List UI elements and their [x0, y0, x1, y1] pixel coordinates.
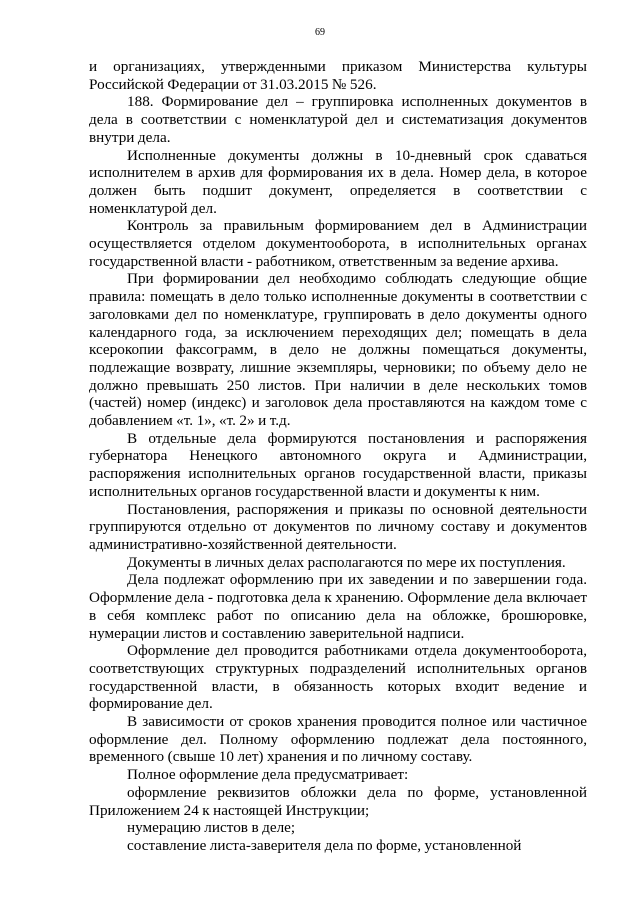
- paragraph-continuation: и организациях, утвержденными приказом Министерства культуры Российской Федерации от 31.03.2015 № 526.: [89, 58, 587, 93]
- page-number: 69: [315, 27, 325, 38]
- paragraph-general-rules: При формировании дел необходимо соблюдать следующие общие правила: помещать в дело только исполненные документы в соответствии с заголовками дел по номенклатуре, группировать в дело документы одного календарного года, за исключением переходящих дел; помещать в дела ксерокопии факсограмм, в дело не должны помещаться документы, подлежащие возврату, лишние экземпляры, черновики; по объему дело не должно превышать 250 листов. При наличии в деле нескольких томов (частей) номер (индекс) и заголовок дела проставляются на каждом томе с добавлением «т. 1», «т. 2» и т.д.: [89, 270, 587, 430]
- list-item-certification-sheet: составление листа-заверителя дела по форме, установленной: [127, 836, 522, 854]
- paragraph-full-formatting: Полное оформление дела предусматривает:: [127, 766, 409, 784]
- paragraph-separate-files: В отдельные дела формируются постановления и распоряжения губернатора Ненецкого автономного округа и Администрации, распоряжения исполнительных органов государственной власти, приказы исполнительных органов государственной власти и документы к ним.: [89, 429, 587, 500]
- paragraph-personal-files: Документы в личных делах располагаются по мере их поступления.: [127, 553, 566, 571]
- paragraph-file-formatting: Дела подлежат оформлению при их заведении и по завершении года. Оформление дела - подготовка дела к хранению. Оформление дела включает в себя комплекс работ по описанию дела на обложке, брошюровке, нумерации листов и составлению заверительной надписи.: [89, 571, 587, 642]
- paragraph-188-definition: 188. Формирование дел – группировка исполненных документов в дела в соответствии с номенклатурой дел и систематизация документов внутри дела.: [89, 93, 587, 146]
- paragraph-grouping: Постановления, распоряжения и приказы по основной деятельности группируются отдельно от документов по личному составу и документов административно-хозяйственной деятельности.: [89, 500, 587, 553]
- list-item-sheet-numbering: нумерацию листов в деле;: [127, 819, 296, 837]
- list-item-cover-details: оформление реквизитов обложки дела по форме, установленной Приложением 24 к настоящей Инструкции;: [89, 783, 587, 819]
- document-body: [89, 58, 587, 855]
- paragraph-executed-documents: Исполненные документы должны в 10-дневный срок сдаваться исполнителем в архив для формирования их в дела. Номер дела, в которое должен быть подшит документ, определяется в соответствии с номенклатурой дел.: [89, 146, 587, 217]
- paragraph-control: Контроль за правильным формированием дел в Администрации осуществляется отделом документооборота, в исполнительных органах государственной власти - работником, ответственным за ведение архива.: [89, 217, 587, 270]
- paragraph-formatting-staff: Оформление дел проводится работниками отдела документооборота, соответствующих структурных подразделений исполнительных органов государственной власти, в обязанность которых входит ведение и формирование дел.: [89, 642, 587, 713]
- paragraph-storage-terms: В зависимости от сроков хранения проводится полное или частичное оформление дел. Полному оформлению подлежат дела постоянного, временного (свыше 10 лет) хранения и по личному составу.: [89, 713, 587, 766]
